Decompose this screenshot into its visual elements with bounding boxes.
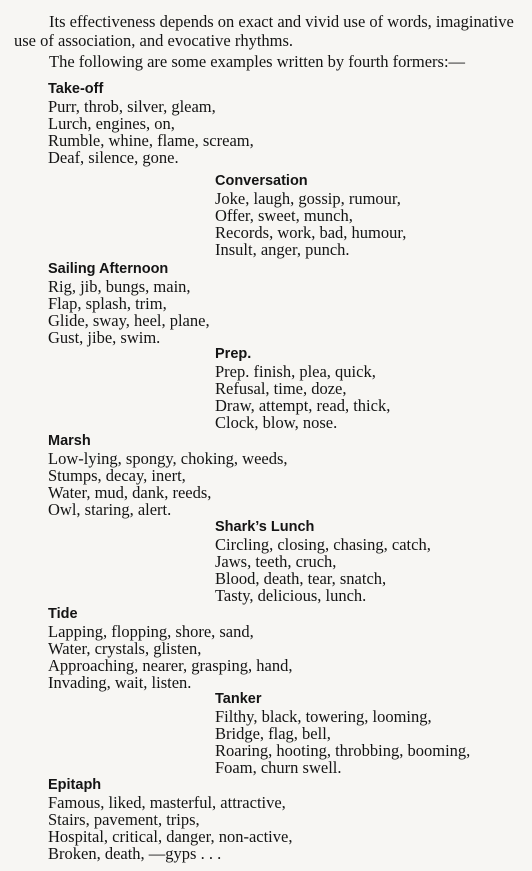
poem-line: Deaf, silence, gone. bbox=[48, 148, 179, 167]
poem-line: Rig, jib, bungs, main, bbox=[48, 277, 191, 296]
poem-line: Jaws, teeth, cruch, bbox=[215, 552, 337, 571]
poem-title: Marsh bbox=[48, 433, 91, 449]
poem-line: Bridge, flag, bell, bbox=[215, 724, 331, 743]
poem-title: Epitaph bbox=[48, 777, 102, 793]
poem-tanker bbox=[215, 690, 470, 776]
poem-line: Offer, sweet, munch, bbox=[215, 206, 353, 225]
intro-text bbox=[14, 12, 524, 71]
poem-line: Water, crystals, glisten, bbox=[48, 639, 202, 658]
poem-line: Filthy, black, towering, looming, bbox=[215, 707, 432, 726]
poem-title: Tanker bbox=[215, 691, 262, 707]
poem-line: Draw, attempt, read, thick, bbox=[215, 396, 391, 415]
poem-epitaph bbox=[48, 776, 292, 862]
intro-lead-in: The following are some examples written by fourth formers:— bbox=[49, 52, 466, 71]
intro-paragraph: Its effectiveness depends on exact and vivid use of words, imaginative use of association, and evocative rhythms. bbox=[14, 12, 514, 50]
poem-line: Water, mud, dank, reeds, bbox=[48, 483, 212, 502]
poem-title: Sailing Afternoon bbox=[48, 261, 169, 277]
poem-line: Gust, jibe, swim. bbox=[48, 328, 161, 347]
poem-line: Glide, sway, heel, plane, bbox=[48, 311, 210, 330]
poem-title: Conversation bbox=[215, 173, 308, 189]
poem-line: Approaching, nearer, grasping, hand, bbox=[48, 656, 293, 675]
poem-marsh bbox=[48, 432, 288, 518]
poem-sharks-lunch bbox=[215, 518, 431, 604]
poem-line: Records, work, bad, humour, bbox=[215, 223, 407, 242]
poem-line: Purr, throb, silver, gleam, bbox=[48, 97, 216, 116]
poem-line: Rumble, whine, flame, scream, bbox=[48, 131, 254, 150]
poem-line: Lurch, engines, on, bbox=[48, 114, 175, 133]
poem-line: Joke, laugh, gossip, rumour, bbox=[215, 189, 401, 208]
poem-line: Refusal, time, doze, bbox=[215, 379, 347, 398]
poem-title: Shark’s Lunch bbox=[215, 519, 315, 535]
poem-line: Foam, churn swell. bbox=[215, 758, 342, 777]
poem-line: Circling, closing, chasing, catch, bbox=[215, 535, 431, 554]
poem-line: Clock, blow, nose. bbox=[215, 413, 338, 432]
poem-line: Prep. finish, plea, quick, bbox=[215, 362, 376, 381]
poem-line: Hospital, critical, danger, non-active, bbox=[48, 827, 293, 846]
poem-take-off bbox=[48, 80, 254, 166]
poem-title: Take-off bbox=[48, 81, 104, 97]
poem-line: Stairs, pavement, trips, bbox=[48, 810, 200, 829]
poem-line: Invading, wait, listen. bbox=[48, 673, 192, 692]
poem-line: Low-lying, spongy, choking, weeds, bbox=[48, 449, 288, 468]
poem-sailing-afternoon bbox=[48, 260, 210, 346]
poem-line: Blood, death, tear, snatch, bbox=[215, 569, 387, 588]
poem-prep bbox=[215, 345, 390, 431]
poem-line: Flap, splash, trim, bbox=[48, 294, 167, 313]
poem-line: Stumps, decay, inert, bbox=[48, 466, 186, 485]
poem-line: Lapping, flopping, shore, sand, bbox=[48, 622, 254, 641]
poem-title: Prep. bbox=[215, 346, 252, 362]
poem-line: Owl, staring, alert. bbox=[48, 500, 172, 519]
poem-conversation bbox=[215, 172, 406, 258]
poem-tide bbox=[48, 605, 292, 691]
poem-line: Insult, anger, punch. bbox=[215, 240, 350, 259]
poem-line: Famous, liked, masterful, attractive, bbox=[48, 793, 286, 812]
poem-line: Broken, death, —gyps . . . bbox=[48, 844, 222, 863]
poem-line: Tasty, delicious, lunch. bbox=[215, 586, 367, 605]
poem-line: Roaring, hooting, throbbing, booming, bbox=[215, 741, 471, 760]
poem-title: Tide bbox=[48, 606, 78, 622]
